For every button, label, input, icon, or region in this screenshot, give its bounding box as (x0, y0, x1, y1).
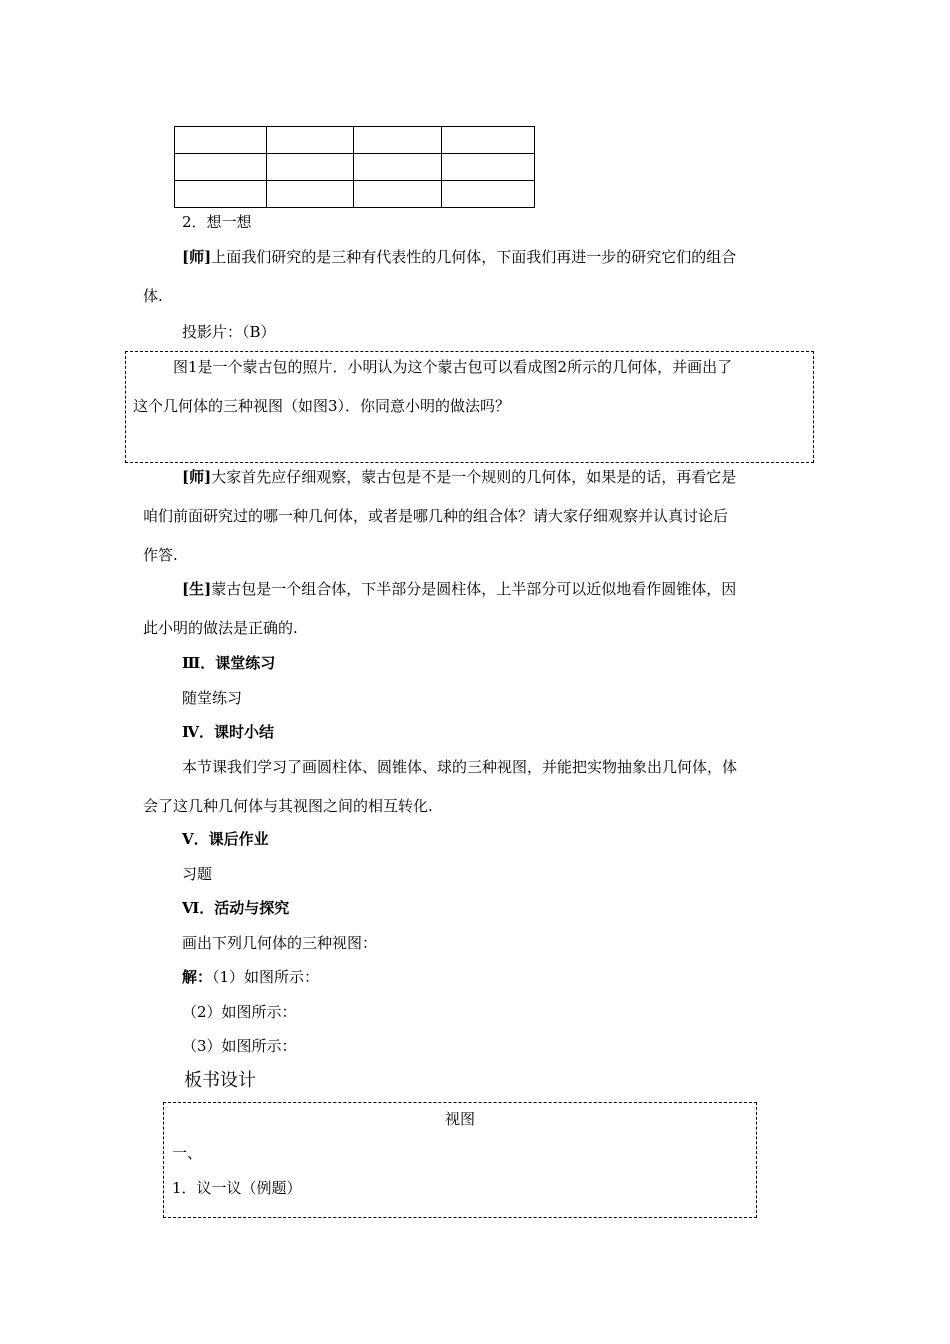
section-iii-body: 随堂练习 (182, 689, 243, 707)
empty-table (174, 126, 535, 208)
table-row (175, 127, 535, 154)
teacher-tag: [师] (182, 468, 212, 486)
section-v-title: Ⅴ．课后作业 (182, 830, 269, 848)
student-paragraph-line1: [生]蒙古包是一个组合体，下半部分是圆柱体，上半部分可以近似地看作圆锥体，因 (182, 580, 737, 598)
table-row (175, 154, 535, 181)
section-iii-title: Ⅲ．课堂练习 (182, 654, 276, 672)
solution-line2: （2）如图所示： (182, 1003, 297, 1021)
section-vi-title: Ⅵ．活动与探究 (182, 899, 290, 917)
teacher-paragraph-2-line3: 作答. (143, 546, 178, 564)
section-iv-title: Ⅳ．课时小结 (182, 723, 275, 741)
solution-line3: （3）如图所示： (182, 1037, 297, 1055)
solution-label: 解： (182, 968, 213, 986)
teacher-paragraph-1-line1: [师]上面我们研究的是三种有代表性的几何体，下面我们再进一步的研究它们的组合 (182, 248, 737, 266)
teacher-paragraph-2-line2: 咱们前面研究过的哪一种几何体，或者是哪几种的组合体？请大家仔细观察并认真讨论后 (143, 507, 729, 525)
teacher-tag: [师] (182, 248, 212, 266)
board-box-line2: 1．议一议（例题） (172, 1179, 302, 1197)
student-paragraph-line2: 此小明的做法是正确的. (143, 619, 298, 637)
section-2-title: 2．想一想 (182, 213, 252, 231)
projection-box-line1: 图1是一个蒙古包的照片．小明认为这个蒙古包可以看成图2所示的几何体，并画出了 (173, 358, 733, 376)
student-tag: [生] (182, 580, 212, 598)
section-iv-line2: 会了这几种几何体与其视图之间的相互转化. (143, 797, 433, 815)
projection-box-line2: 这个几何体的三种视图（如图3）．你同意小明的做法吗？ (133, 397, 511, 415)
section-v-body: 习题 (182, 865, 213, 883)
section-vi-body: 画出下列几何体的三种视图： (182, 934, 378, 952)
board-box-title: 视图 (444, 1110, 475, 1128)
teacher-paragraph-1-line2: 体. (143, 287, 163, 305)
table-row (175, 181, 535, 208)
board-design-title: 板书设计 (184, 1070, 256, 1091)
board-box-line1: 一、 (172, 1144, 203, 1162)
teacher-paragraph-2-line1: [师]大家首先应仔细观察，蒙古包是不是一个规则的几何体，如果是的话，再看它是 (182, 468, 737, 486)
projection-label: 投影片：（B） (182, 323, 276, 341)
section-iv-line1: 本节课我们学习了画圆柱体、圆锥体、球的三种视图，并能把实物抽象出几何体，体 (182, 758, 738, 776)
solution-line1: 解：（1）如图所示： (182, 968, 320, 986)
